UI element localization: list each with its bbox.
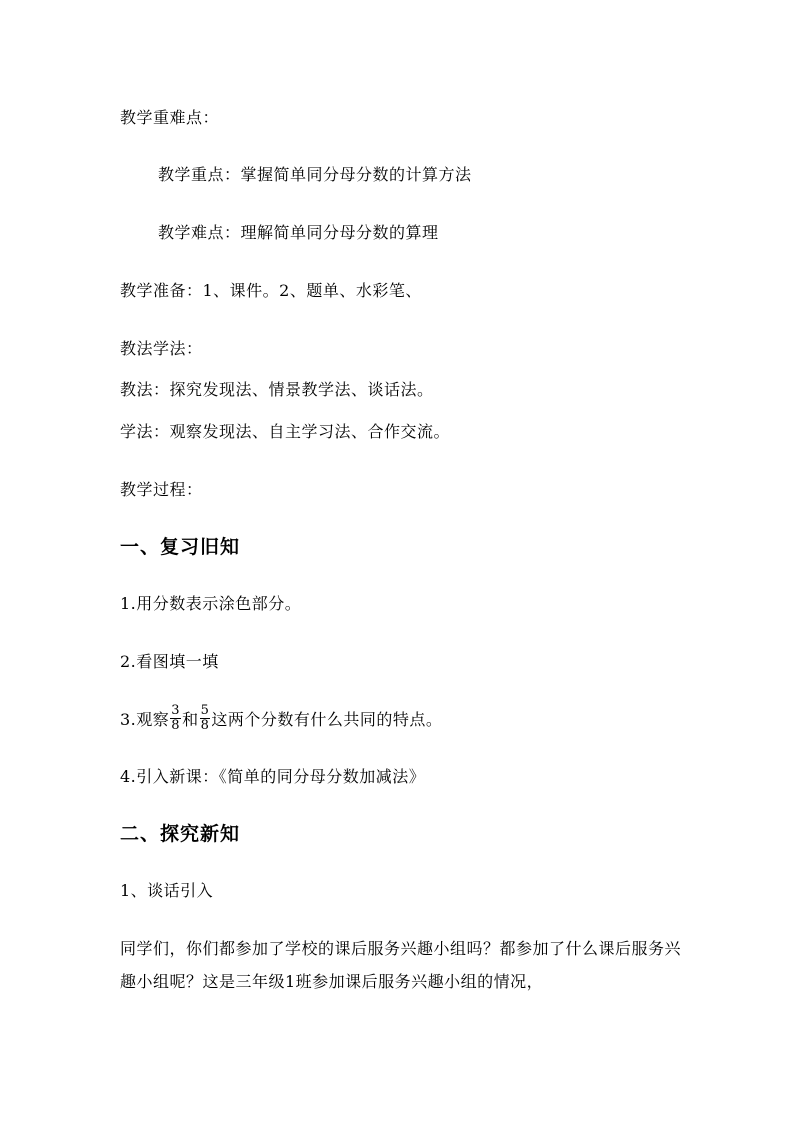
review-item-1: 1.用分数表示涂色部分。 bbox=[120, 594, 302, 613]
fraction-five-eighths bbox=[200, 704, 211, 733]
review-item-4: 4.引入新课：《简单的同分母分数加减法》 bbox=[120, 767, 426, 786]
explore-sub-1: 1、谈话引入 bbox=[120, 881, 214, 900]
fraction-numerator: 5 bbox=[200, 703, 210, 718]
key-point-text: 教学重点：掌握简单同分母分数的计算方法 bbox=[158, 165, 472, 184]
review-item-3-suffix: 这两个分数有什么共同的特点。 bbox=[211, 710, 443, 729]
review-item-3-prefix: 3.观察 bbox=[120, 710, 170, 729]
key-difficult-label: 教学重难点： bbox=[120, 108, 220, 127]
fraction-denominator: 8 bbox=[171, 718, 181, 733]
difficult-point-text: 教学难点：理解简单同分母分数的算理 bbox=[158, 223, 439, 242]
learning-method-text: 学法：观察发现法、自主学习法、合作交流。 bbox=[120, 422, 451, 441]
fraction-numerator: 3 bbox=[171, 703, 181, 718]
review-item-2: 2.看图填一填 bbox=[120, 652, 219, 671]
preparation-text: 教学准备：1、课件。2、题单、水彩笔、 bbox=[120, 281, 422, 300]
methods-title: 教法学法： bbox=[120, 339, 203, 358]
intro-paragraph: 同学们，你们都参加了学校的课后服务兴趣小组吗？都参加了什么课后服务兴趣小组呢？这是三年级1班参加课后服务兴趣小组的情况， bbox=[120, 939, 682, 991]
fraction-three-eighths bbox=[170, 704, 181, 733]
review-item-3-mid: 和 bbox=[182, 710, 199, 729]
fraction-denominator: 8 bbox=[200, 718, 210, 733]
section-heading-explore: 二、探究新知 bbox=[120, 823, 241, 845]
review-item-3 bbox=[120, 703, 443, 735]
section-heading-review: 一、复习旧知 bbox=[120, 536, 241, 558]
teaching-method-text: 教法：探究发现法、情景教学法、谈话法。 bbox=[120, 380, 434, 399]
process-title: 教学过程： bbox=[120, 480, 203, 499]
